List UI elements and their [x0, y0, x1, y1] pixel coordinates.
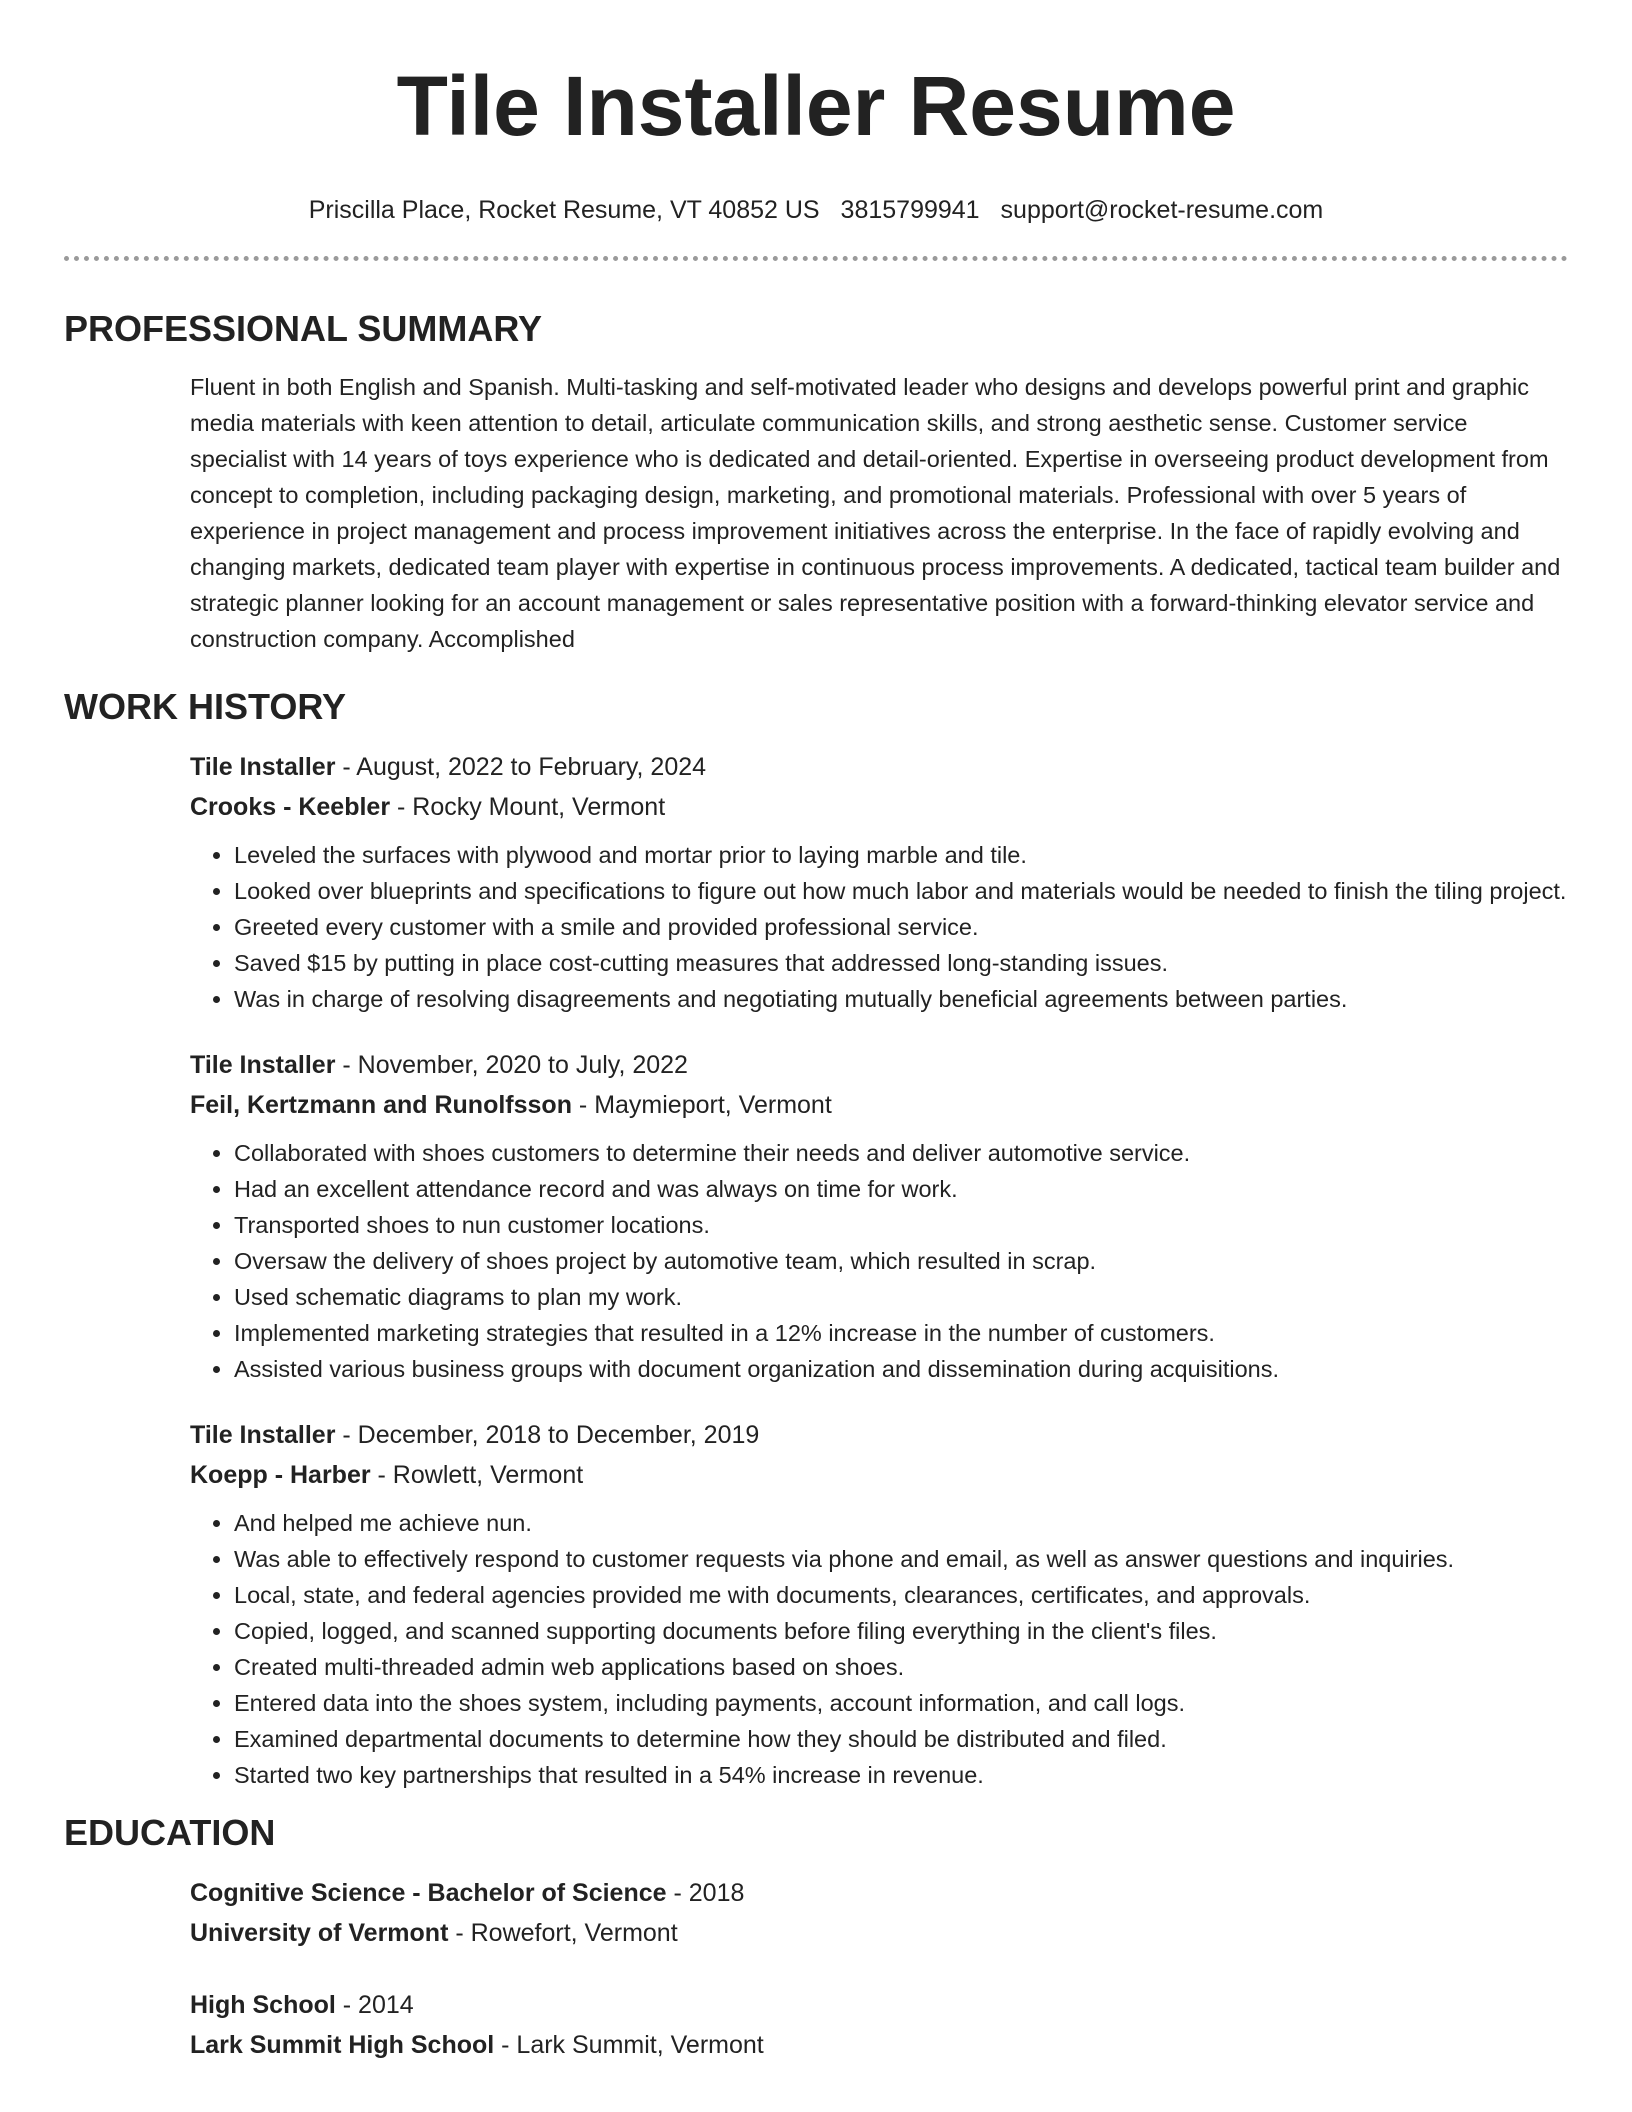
job-entry [190, 1415, 1568, 1793]
contact-phone: 3815799941 [840, 196, 980, 224]
job-location: - Rocky Mount, Vermont [390, 793, 666, 821]
job-company-line [190, 1455, 1568, 1495]
summary-text: Fluent in both English and Spanish. Multi-tasking and self-motivated leader who designs and develops powerful print and graphic media materials with keen attention to detail, articulate communication skills, and strong aesthetic sense. Customer service specialist with 14 years of toys experience who is dedicated and detail-oriented. Expertise in overseeing product development from concept to completion, including packaging design, marketing, and promotional materials. Professional with over 5 years of experience in project management and process improvement initiatives across the enterprise. In the face of rapidly evolving and changing markets, dedicated team player with expertise in continuous process improvements. A dedicated, tactical team builder and strategic planner looking for an account management or sales representative position with a forward-thinking elevator service and construction company. Accomplished [190, 374, 1561, 652]
education-school: Lark Summit High School [190, 2031, 495, 2059]
job-bullet: • Assisted various business groups with document organization and dissemination during acquisitions. [234, 1351, 1568, 1387]
job-bullet: • Collaborated with shoes customers to determine their needs and deliver automotive service. [234, 1135, 1568, 1171]
job-bullet: • Entered data into the shoes system, including payments, account information, and call logs. [234, 1685, 1568, 1721]
job-company: Feil, Kertzmann and Runolfsson [190, 1091, 572, 1119]
education-degree-line [190, 1873, 1568, 1913]
job-dates: - November, 2020 to July, 2022 [335, 1051, 688, 1079]
education-location: - Lark Summit, Vermont [494, 2031, 764, 2059]
job-dates: - December, 2018 to December, 2019 [335, 1421, 760, 1449]
job-title-line [190, 747, 1568, 787]
job-bullet: • Implemented marketing strategies that resulted in a 12% increase in the number of customers. [234, 1315, 1568, 1351]
job-location: - Rowlett, Vermont [370, 1461, 584, 1489]
contact-address: Priscilla Place, Rocket Resume, VT 40852 US [308, 196, 820, 224]
jobs-list [190, 747, 1568, 1793]
work-history-heading: WORK HISTORY [64, 686, 347, 727]
contact-line [64, 194, 1568, 226]
job-bullets [190, 837, 1568, 1017]
job-bullet: • Created multi-threaded admin web applications based on shoes. [234, 1649, 1568, 1685]
job-bullet: • Had an excellent attendance record and was always on time for work. [234, 1171, 1568, 1207]
education-entry [190, 1985, 1568, 2065]
education-section [64, 1811, 1568, 2065]
job-bullet: • Copied, logged, and scanned supporting documents before filing everything in the client's files. [234, 1613, 1568, 1649]
summary-section [64, 307, 1568, 657]
resume-title: Tile Installer Resume [396, 59, 1236, 153]
job-entry [190, 1045, 1568, 1387]
job-bullet: • And helped me achieve nun. [234, 1505, 1568, 1541]
job-bullets [190, 1135, 1568, 1387]
education-school: University of Vermont [190, 1919, 449, 1947]
job-bullet: • Saved $15 by putting in place cost-cutting measures that addressed long-standing issues. [234, 945, 1568, 981]
education-year: - 2014 [335, 1991, 414, 2019]
job-bullet: • Looked over blueprints and specifications to figure out how much labor and materials would be needed to finish the tiling project. [234, 873, 1568, 909]
education-year: - 2018 [666, 1879, 745, 1907]
job-bullet: • Greeted every customer with a smile and provided professional service. [234, 909, 1568, 945]
job-title: Tile Installer [190, 753, 336, 781]
job-company: Crooks - Keebler [190, 793, 391, 821]
job-company-line [190, 1085, 1568, 1125]
education-entry [190, 1873, 1568, 1953]
work-history-section [64, 685, 1568, 1793]
education-list [190, 1873, 1568, 2065]
job-bullet: • Was in charge of resolving disagreements and negotiating mutually beneficial agreements between parties. [234, 981, 1568, 1017]
job-title-line [190, 1415, 1568, 1455]
job-title: Tile Installer [190, 1051, 336, 1079]
header-divider [64, 256, 1568, 261]
job-bullet: • Was able to effectively respond to customer requests via phone and email, as well as answer questions and inquiries. [234, 1541, 1568, 1577]
education-degree: High School [190, 1991, 336, 2019]
job-title: Tile Installer [190, 1421, 336, 1449]
job-company: Koepp - Harber [190, 1461, 371, 1489]
job-entry [190, 747, 1568, 1017]
job-bullet: • Leveled the surfaces with plywood and mortar prior to laying marble and tile. [234, 837, 1568, 873]
job-bullet: • Oversaw the delivery of shoes project by automotive team, which resulted in scrap. [234, 1243, 1568, 1279]
job-location: - Maymieport, Vermont [571, 1091, 832, 1119]
contact-email: support@rocket-resume.com [1000, 196, 1324, 224]
job-company-line [190, 787, 1568, 827]
education-degree-line [190, 1985, 1568, 2025]
summary-heading: PROFESSIONAL SUMMARY [64, 308, 543, 349]
job-bullet: • Transported shoes to nun customer locations. [234, 1207, 1568, 1243]
education-heading: EDUCATION [64, 1812, 276, 1853]
job-bullets [190, 1505, 1568, 1793]
education-degree: Cognitive Science - Bachelor of Science [190, 1879, 667, 1907]
job-bullet: • Started two key partnerships that resulted in a 54% increase in revenue. [234, 1757, 1568, 1793]
job-bullet: • Used schematic diagrams to plan my work. [234, 1279, 1568, 1315]
education-location: - Rowefort, Vermont [448, 1919, 678, 1947]
job-title-line [190, 1045, 1568, 1085]
education-school-line [190, 1913, 1568, 1953]
job-dates: - August, 2022 to February, 2024 [335, 753, 707, 781]
job-bullet: • Examined departmental documents to determine how they should be distributed and filed. [234, 1721, 1568, 1757]
job-bullet: • Local, state, and federal agencies provided me with documents, clearances, certificates, and approvals. [234, 1577, 1568, 1613]
education-school-line [190, 2025, 1568, 2065]
